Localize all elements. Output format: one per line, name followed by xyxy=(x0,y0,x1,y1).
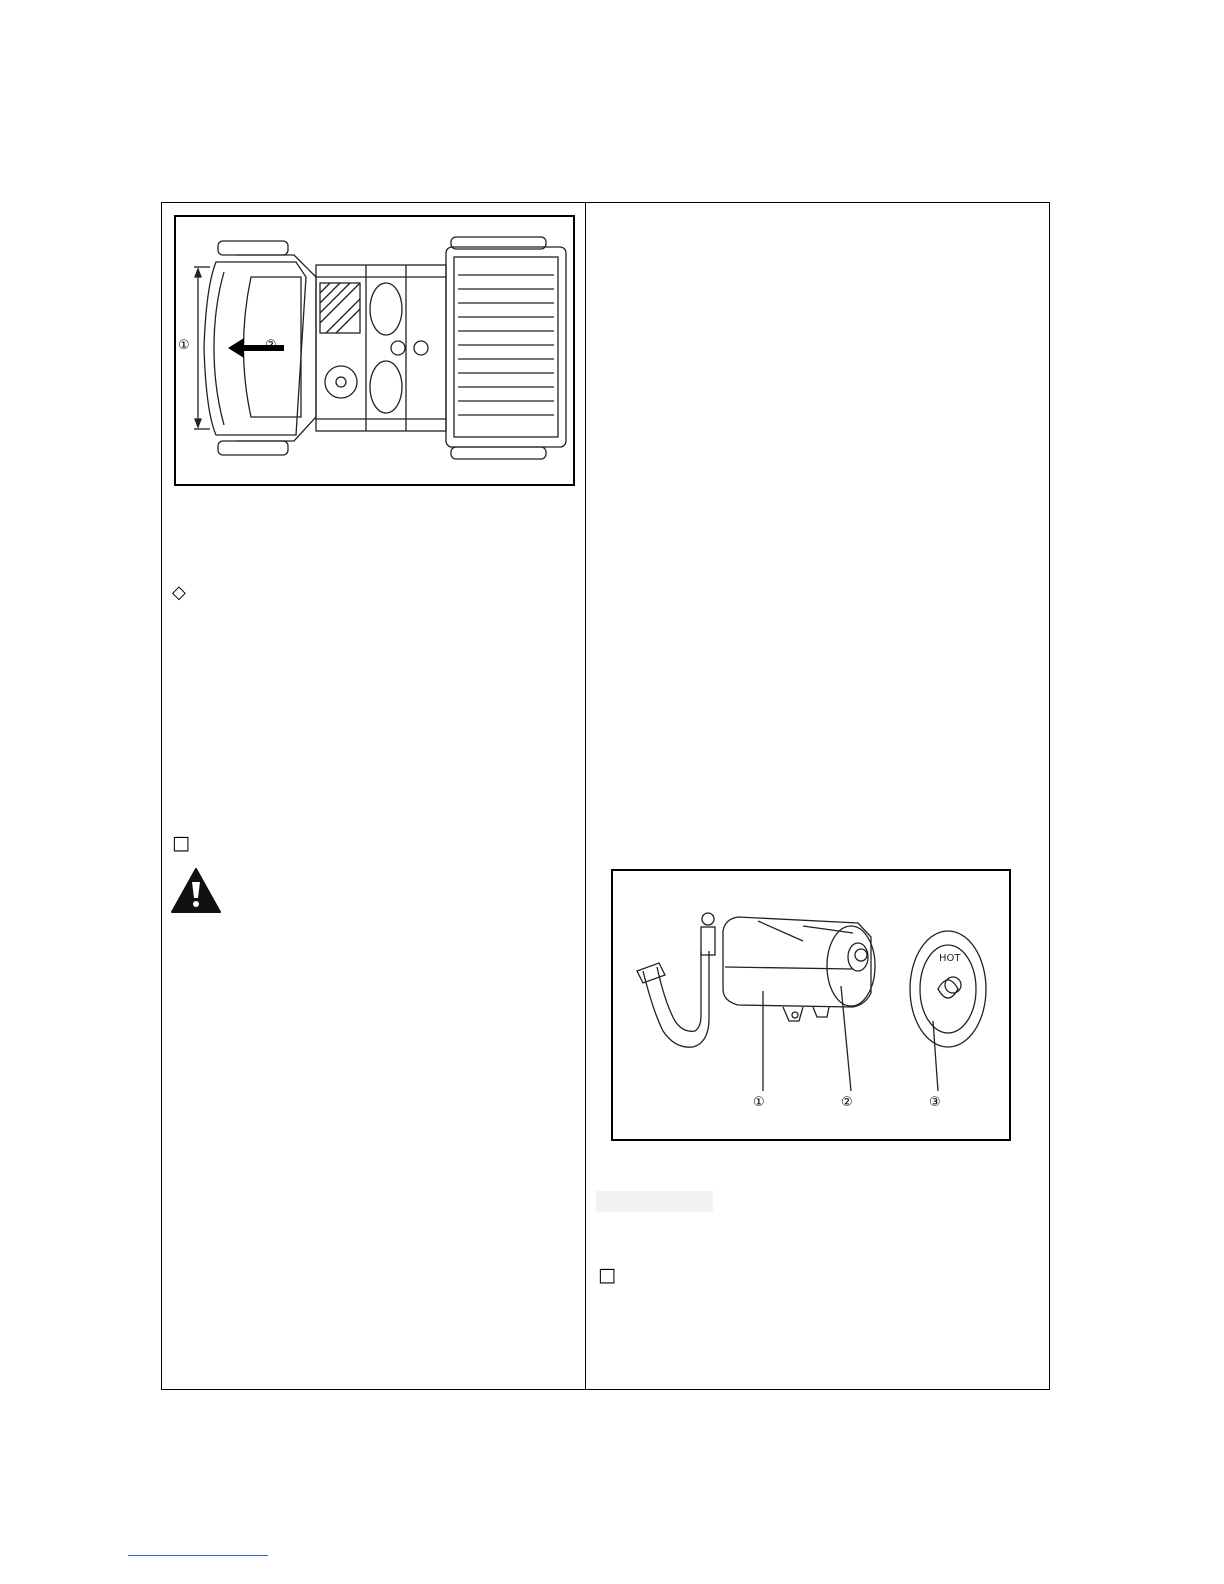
footer-link-underline[interactable] xyxy=(128,1555,268,1556)
column-divider xyxy=(585,202,586,1390)
callout-1: ① xyxy=(178,338,190,353)
callout-3: ③ xyxy=(929,1095,941,1110)
highlight-block xyxy=(596,1191,713,1212)
hot-label: HOT xyxy=(939,953,961,964)
warning-icon xyxy=(171,868,221,913)
checkbox-icon: □ xyxy=(172,832,190,854)
muffler-drawing xyxy=(613,871,1009,1139)
diamond-bullet-icon: ◇ xyxy=(172,582,186,603)
muffler-figure xyxy=(611,869,1011,1141)
vehicle-top-view-drawing xyxy=(176,217,573,484)
checkbox-icon: □ xyxy=(598,1264,616,1286)
callout-2: ② xyxy=(841,1095,853,1110)
callout-2: ② xyxy=(265,338,277,353)
callout-1: ① xyxy=(753,1095,765,1110)
vehicle-top-view-figure xyxy=(174,215,575,486)
